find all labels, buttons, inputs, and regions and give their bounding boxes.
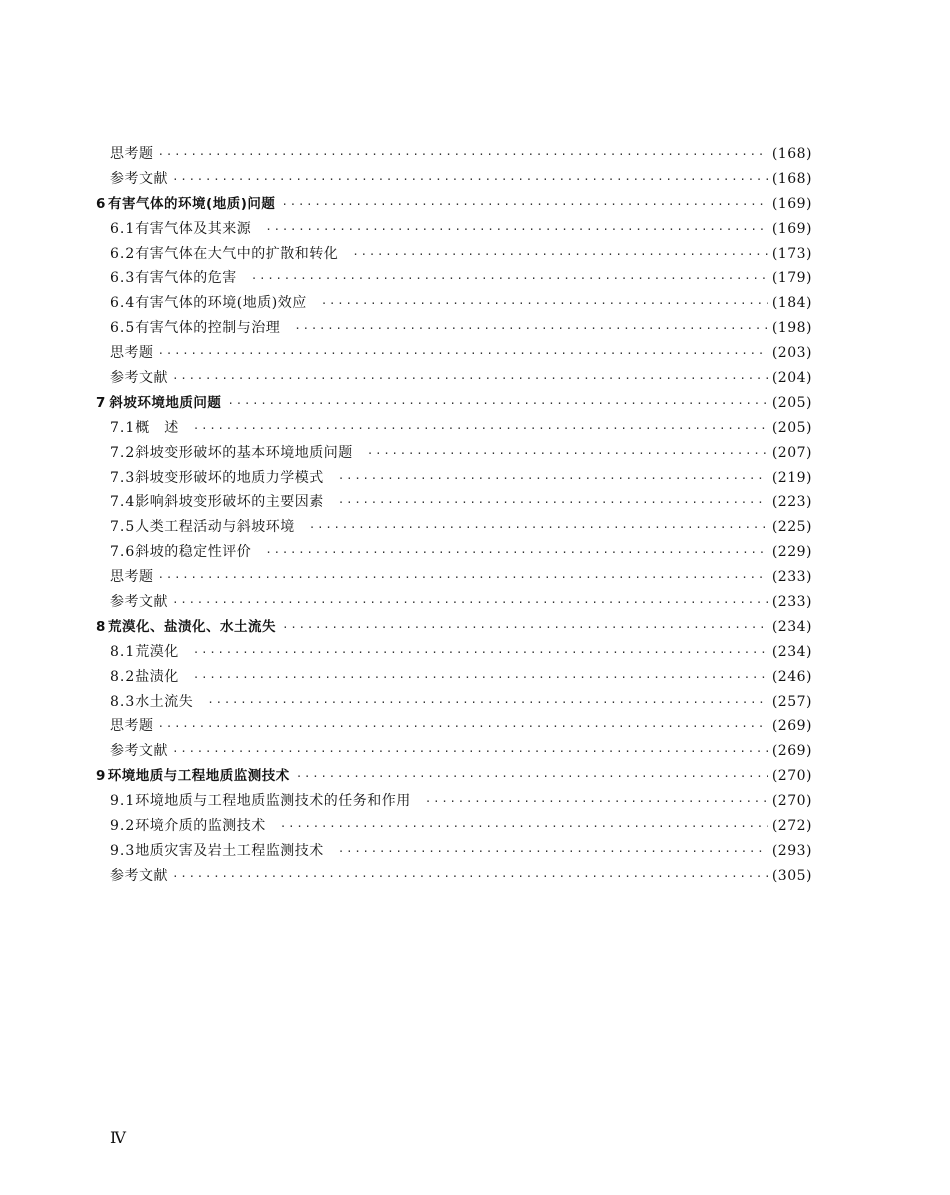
dot-leader (158, 566, 768, 591)
toc-entry-page: (269) (771, 718, 812, 735)
dot-leader (172, 591, 768, 616)
toc-entry-title: 思考题 (110, 146, 154, 162)
toc-entry-page: (168) (771, 146, 812, 162)
toc-misc-entry[interactable] (0, 590, 950, 615)
dot-leader (280, 815, 768, 840)
toc-entry-number: 9.1 (110, 793, 136, 810)
dot-leader (172, 865, 768, 890)
toc-section-entry[interactable] (0, 640, 950, 665)
toc-entry-title: 参考文献 (110, 170, 168, 187)
toc-section-entry[interactable] (0, 490, 950, 515)
dot-leader (193, 641, 768, 666)
toc-entry-page: (293) (771, 842, 812, 859)
toc-misc-entry[interactable] (0, 864, 950, 889)
toc-entry-title: 参考文献 (110, 594, 168, 611)
toc-entry-number: 7.3 (110, 469, 136, 486)
toc-entry-number: 6.5 (110, 320, 136, 337)
dot-leader (158, 143, 768, 168)
toc-entry-page: (305) (771, 867, 812, 884)
toc-section-entry[interactable] (0, 441, 950, 466)
dot-leader (172, 367, 768, 392)
toc-section-entry[interactable] (0, 839, 950, 864)
toc-entry-page: (234) (771, 618, 812, 635)
toc-chapter-entry[interactable] (0, 764, 950, 789)
toc-entry-page: (169) (771, 220, 812, 237)
toc-entry-title: 有害气体的环境(地质)效应 (135, 295, 307, 312)
toc-section-entry[interactable] (0, 789, 950, 814)
toc-entry-page: (207) (771, 444, 812, 461)
toc-entry-title: 有害气体的控制与治理 (135, 320, 281, 337)
toc-entry-page: (169) (771, 195, 812, 212)
toc-section-entry[interactable] (0, 266, 950, 291)
toc-entry-title: 思考题 (110, 718, 154, 735)
toc-entry-page: (173) (771, 245, 812, 262)
dot-leader (321, 292, 768, 317)
toc-entry-page: (246) (771, 668, 812, 685)
toc-entry-title: 概 述 (135, 419, 179, 436)
toc-section-entry[interactable] (0, 291, 950, 316)
toc-entry-page: (203) (771, 345, 812, 362)
toc-entry-number: 6.1 (110, 220, 136, 237)
toc-entry-title: 有害气体在大气中的扩散和转化 (135, 245, 339, 262)
toc-entry-page: (270) (771, 793, 812, 810)
toc-entry-title: 参考文献 (110, 743, 168, 760)
dot-leader (265, 541, 768, 566)
toc-section-entry[interactable] (0, 466, 950, 491)
toc-entry-title: 参考文献 (110, 867, 168, 884)
toc-section-entry[interactable] (0, 217, 950, 242)
toc-section-entry[interactable] (0, 242, 950, 267)
toc-entry-number: 8.2 (110, 668, 136, 685)
toc-section-entry[interactable] (0, 814, 950, 839)
dot-leader (193, 417, 768, 442)
toc-entry-title: 斜坡变形破坏的地质力学模式 (135, 469, 324, 486)
dot-leader (338, 491, 768, 516)
dot-leader (251, 267, 768, 292)
dot-leader (309, 516, 768, 541)
toc-entry-title: 影响斜坡变形破坏的主要因素 (135, 494, 324, 511)
toc-entry-page: (270) (771, 768, 812, 785)
toc-misc-entry[interactable] (0, 565, 950, 590)
toc-entry-title: 斜坡的稳定性评价 (135, 544, 252, 561)
toc-chapter-entry[interactable] (0, 615, 950, 640)
toc-entry-number: 8.1 (110, 643, 136, 660)
toc-entry-page: (168) (771, 170, 812, 187)
dot-leader (338, 840, 768, 865)
toc-entry-number: 7.6 (110, 544, 136, 561)
toc-entry-page: (204) (771, 370, 812, 387)
dot-leader (294, 317, 768, 342)
toc-chapter-entry[interactable] (0, 192, 950, 217)
table-of-contents (0, 142, 950, 889)
toc-entry-page: (179) (771, 270, 812, 287)
toc-entry-title: 水土流失 (135, 693, 194, 710)
toc-entry-title: 盐渍化 (135, 668, 179, 685)
toc-entry-page: (233) (771, 594, 812, 611)
toc-entry-title: 有害气体的环境(地质)问题 (108, 195, 276, 212)
toc-entry-number: 7 (96, 394, 107, 411)
dot-leader (265, 218, 768, 243)
toc-entry-number: 6.2 (110, 245, 136, 262)
toc-entry-page: (234) (771, 643, 812, 660)
toc-chapter-entry[interactable] (0, 391, 950, 416)
toc-entry-page: (272) (771, 818, 812, 835)
toc-entry-title: 有害气体的危害 (135, 270, 237, 287)
dot-leader (282, 616, 768, 641)
page-folio: Ⅳ (110, 1128, 125, 1147)
toc-entry-number: 6.3 (110, 270, 136, 287)
toc-entry-number: 7.2 (110, 444, 136, 461)
toc-section-entry[interactable] (0, 316, 950, 341)
dot-leader (172, 168, 768, 193)
toc-misc-entry[interactable] (0, 341, 950, 366)
toc-entry-number: 8.3 (110, 693, 136, 710)
toc-entry-title: 环境介质的监测技术 (135, 818, 266, 835)
toc-entry-title: 思考题 (110, 345, 154, 362)
dot-leader (367, 442, 768, 467)
toc-entry-title: 斜坡环境地质问题 (109, 394, 222, 411)
toc-section-entry[interactable] (0, 540, 950, 565)
toc-misc-entry[interactable] (0, 366, 950, 391)
toc-entry-number: 9.2 (110, 818, 136, 835)
dot-leader (207, 691, 768, 716)
toc-entry-page: (198) (771, 320, 812, 337)
toc-entry-page: (269) (771, 743, 812, 760)
toc-entry-number: 6 (96, 195, 107, 212)
toc-entry-title: 思考题 (110, 569, 154, 586)
toc-entry-number: 9.3 (110, 842, 136, 859)
dot-leader (227, 392, 767, 417)
dot-leader (193, 666, 768, 691)
dot-leader (425, 790, 768, 815)
toc-section-entry[interactable] (0, 690, 950, 715)
toc-misc-entry[interactable] (0, 167, 950, 192)
toc-entry-title: 参考文献 (110, 370, 168, 387)
toc-entry-number: 9 (96, 768, 107, 785)
toc-misc-entry[interactable] (0, 714, 950, 739)
dot-leader (281, 193, 767, 218)
toc-entry-number: 6.4 (110, 295, 136, 312)
toc-entry-number: 7.1 (110, 419, 136, 436)
toc-entry-title: 荒漠化、盐渍化、水土流失 (108, 618, 277, 635)
toc-section-entry[interactable] (0, 416, 950, 441)
dot-leader (158, 715, 768, 740)
dot-leader (338, 467, 768, 492)
toc-entry-page: (223) (771, 494, 812, 511)
toc-entry-page: (229) (771, 544, 812, 561)
dot-leader (352, 243, 768, 268)
toc-misc-entry[interactable] (0, 739, 950, 764)
toc-entry-page: (205) (771, 394, 812, 411)
toc-entry-title: 环境地质与工程地质监测技术的任务和作用 (135, 793, 411, 810)
toc-entry-title: 地质灾害及岩土工程监测技术 (135, 842, 324, 859)
toc-entry-title: 斜坡变形破坏的基本环境地质问题 (135, 444, 353, 461)
toc-entry-page: (257) (771, 693, 812, 710)
dot-leader (158, 342, 768, 367)
toc-entry-page: (205) (771, 419, 812, 436)
toc-entry-number: 8 (96, 618, 107, 635)
toc-section-entry[interactable] (0, 665, 950, 690)
toc-entry-title: 荒漠化 (135, 643, 179, 660)
toc-entry-title: 人类工程活动与斜坡环境 (135, 519, 295, 536)
toc-entry-number: 7.5 (110, 519, 136, 536)
toc-entry-page: (225) (771, 519, 812, 536)
dot-leader (296, 765, 768, 790)
toc-entry-page: (184) (771, 295, 812, 312)
toc-entry-number: 7.4 (110, 494, 136, 511)
toc-misc-entry[interactable] (0, 142, 950, 167)
toc-section-entry[interactable] (0, 515, 950, 540)
toc-entry-title: 环境地质与工程地质监测技术 (107, 768, 290, 785)
toc-entry-page: (219) (771, 469, 812, 486)
dot-leader (172, 740, 768, 765)
toc-entry-title: 有害气体及其来源 (135, 220, 252, 237)
toc-entry-page: (233) (771, 569, 812, 586)
